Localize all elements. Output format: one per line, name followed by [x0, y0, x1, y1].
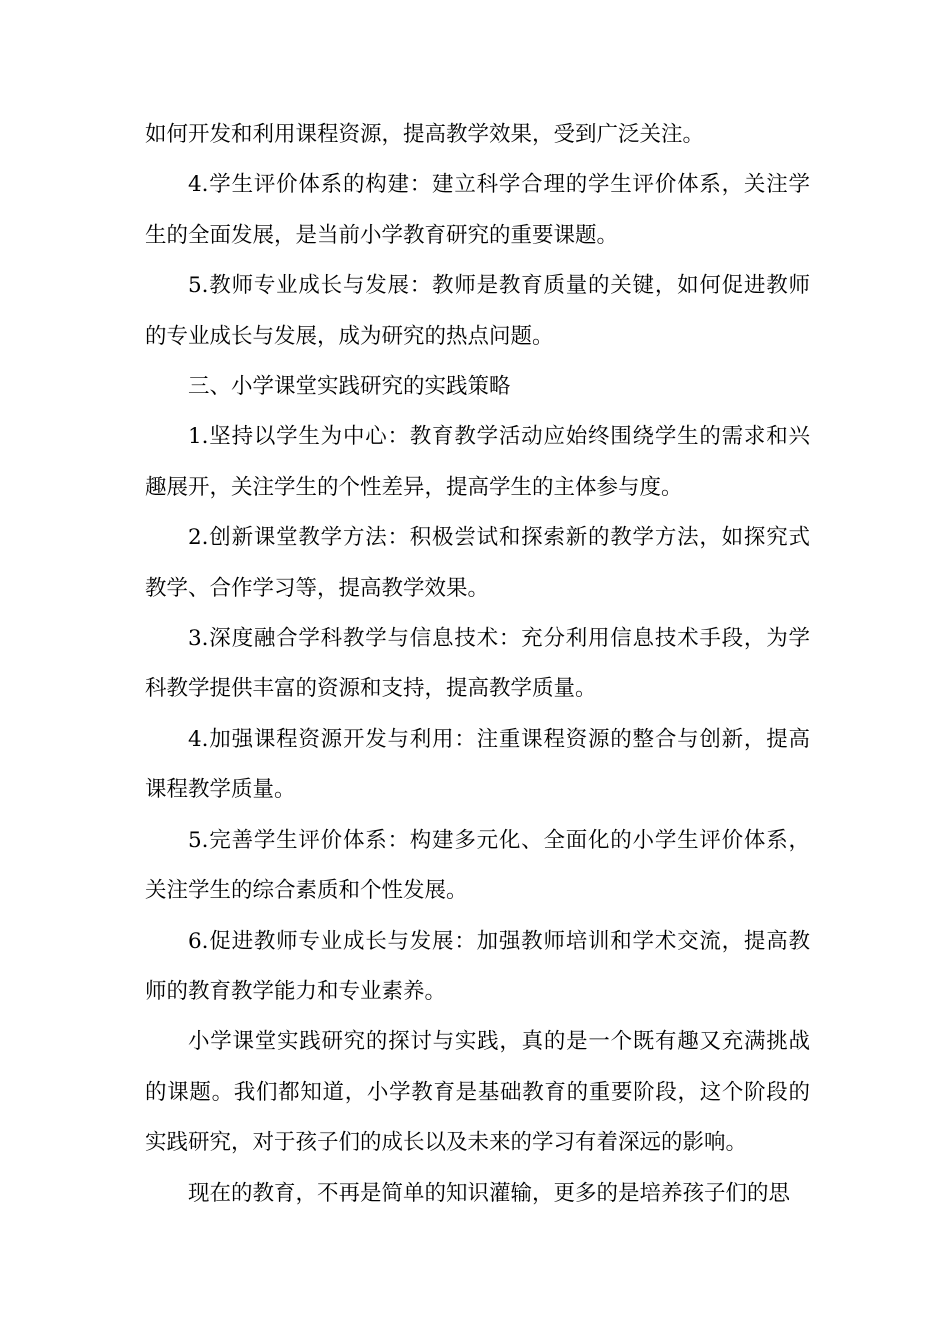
paragraph-item-4-evaluation: 4.学生评价体系的构建：建立科学合理的学生评价体系，关注学生的全面发展，是当前小学教育研究的重要课题。 — [145, 172, 810, 248]
paragraph-strategy-1: 1.坚持以学生为中心：教育教学活动应始终围绕学生的需求和兴趣展开，关注学生的个性差异，提高学生的主体参与度。 — [145, 424, 810, 500]
section-heading: 三、小学课堂实践研究的实践策略 — [188, 374, 511, 400]
paragraph-strategy-2: 2.创新课堂教学方法：积极尝试和探索新的教学方法，如探究式教学、合作学习等，提高教学效果。 — [145, 525, 810, 601]
paragraph-strategy-5: 5.完善学生评价体系：构建多元化、全面化的小学生评价体系，关注学生的综合素质和个性发展。 — [145, 827, 810, 904]
paragraph-strategy-3: 3.深度融合学科教学与信息技术：充分利用信息技术手段，为学科教学提供丰富的资源和支持，提高教学质量。 — [145, 626, 810, 702]
paragraph-strategy-4: 4.加强课程资源开发与利用：注重课程资源的整合与创新，提高课程教学质量。 — [145, 726, 810, 803]
paragraph-modern-education: 现在的教育，不再是简单的知识灌输，更多的是培养孩子们的思 — [188, 1180, 791, 1206]
paragraph-continuation: 如何开发和利用课程资源，提高教学效果，受到广泛关注。 — [145, 122, 705, 147]
document-body — [145, 110, 810, 1219]
paragraph-strategy-6: 6.促进教师专业成长与发展：加强教师培训和学术交流，提高教师的教育教学能力和专业素养。 — [145, 928, 810, 1004]
paragraph-reflection: 小学课堂实践研究的探讨与实践，真的是一个既有趣又充满挑战的课题。我们都知道，小学教育是基础教育的重要阶段，这个阶段的实践研究，对于孩子们的成长以及未来的学习有着深远的影响。 — [145, 1029, 810, 1156]
paragraph-item-5-teacher-growth: 5.教师专业成长与发展：教师是教育质量的关键，如何促进教师的专业成长与发展，成为研究的热点问题。 — [145, 273, 810, 349]
